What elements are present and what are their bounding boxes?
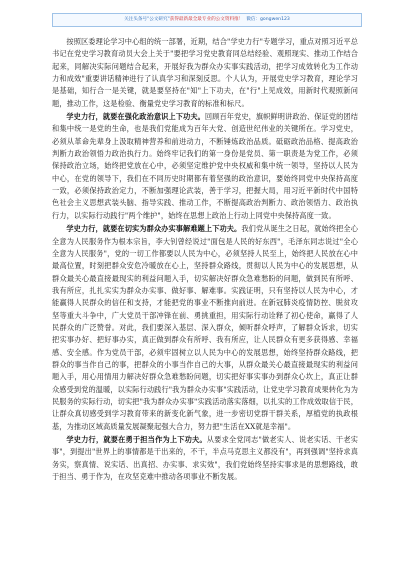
header-banner: [52, 13, 362, 27]
paragraph-serve-people: [52, 223, 358, 433]
paragraph-intro: [52, 36, 358, 110]
paragraph-take-responsibility: [52, 434, 358, 483]
paragraph-political-awareness: [52, 111, 358, 222]
paragraph-text: 回顾百年党史，旗帜鲜明讲政治、保证党的团结和集中统一是党的生命，也是我们党能成为百年大党、创造世纪伟业的关键所在。学习党史，必须从革命先辈身上汲取精神营养和前进动力，不断锤炼政治品质。砥砺政治品格、提高政治判断力政治领悟力政治执行力。始终牢记我们的第一身份是党员、第一职责是为党工作，必须保持政治立场，始终把党放在心中，必须坚定维护党中央权威和集中统一领导，坚持以人民为中心，在党的领导下，我们在不同历史时期都有着坚强的政治意识，要始终同党中央保持高度一致，必须保持政治定力，不断加强理论武装，善于学习，把握大局，用习近平新时代中国特色社会主义思想武装头脑、指导实践、推动工作，不断提高政治判断力、政治领悟力、政治执行力，以实际行动践行"两个维护"，始终在思想上政治上行动上同党中央保持高度一致。: [52, 112, 358, 220]
paragraph-lead: 学史力行，就要在勇于担当作为上下功夫。: [66, 435, 207, 444]
paragraph-lead: 学史力行，就要在切实为群众办实事解难题上下功夫。: [66, 224, 242, 234]
paragraph-text: 我们党从诞生之日起，就始终把全心全意为人民服务作为根本宗旨，李大钊曾经说过"面包是人民的好东西"，毛泽东同志说过"全心全意为人民服务"，党的一切工作都要以人民为中心，必须坚持人民至上，始终把人民放在心中最高位置，时刻把群众安危冷暖放在心上，坚持群众路线，贯彻以人民为中心的发展思想，从群众最关心最直接最现实的利益问题入手，切实解决好群众急难愁盼的问题，做到民有所呼、我有所应，扎扎实实为群众办实事、做好事、解难事。实践证明，只有坚持以人民为中心，才能赢得人民群众的信任和支持，才能把党的事业不断推向前进。在新冠肺炎疫情防控、脱贫攻坚等重大斗争中，广大党员干部冲锋在前、勇挑重担，用实际行动诠释了初心使命，赢得了人民群众的广泛赞誉。对此，我们要深入基层、深入群众，倾听群众呼声，了解群众诉求，切实把实事办好、把好事办实，真正做到群众有所呼、我有所应，让人民群众有更多获得感、幸福感、安全感。作为党员干部，必须牢固树立以人民为中心的发展思想，始终坚持群众路线，把群众的事当作自己的事，把群众的小事当作自己的大事，从群众最关心最直接最现实的利益问题入手，用心用情用力解决好群众急难愁盼问题，切实把好事实事办到群众心坎上，真正让群众感受到党的温暖，以实际行动践行"我为群众办实事"实践活动，让党史学习教育成果转化为为民服务的实际行动，切实把"我为群众办实事"实践活动落实落细，以扎实的工作成效取信于民，让群众真切感受到学习教育带来的新变化新气象，进一步密切党群干群关系，厚植党的执政根基，为推动区域高质量发展凝聚起强大合力，努力把"生活在XX就是幸福"。: [52, 224, 358, 431]
document-body: [52, 36, 358, 570]
banner-wechat-text: 微信：gongwen123: [246, 17, 290, 22]
banner-follow-text: 关注头条号"公文研究": [124, 17, 170, 22]
paragraph-lead: 学史力行，就要在强化政治意识上下功夫。: [66, 112, 205, 122]
banner-promo-text: 获得最新最全最专业的公文资料推！: [169, 17, 244, 22]
paragraph-text: 从要求全党同志"做老实人、说老实话、干老实事"，到提出"世界上的事情都是干出来的，不干，半点马克思主义都没有"，再到强调"坚持求真务实，察真情、说实话、出真招、办实事、求实效"，我们党始终坚持实事求是的思想路线，敢于担当、勇于作为，在攻坚克难中推动各项事业不断发展。: [52, 435, 358, 482]
paragraph-text: 按照区委理论学习中心组的统一部署，近期，结合"学史力行"专题学习，重点对照习近平总书记在党史学习教育动员大会上关于"要把学习党史教育同总结经验、观照现实、推动工作结合起来，同解决实际问题结合起来，开展好我为群众办实事实践活动，把学习成效转化为工作动力和成效"重要讲话精神进行了认真学习和深刻反思。个人认为，开展党史学习教育，理论学习是基础，知行合一是关键，就是要坚持在"知"上下功夫，在"行"上见成效，用新时代观照新问题，推动工作，这是检验、衡量党史学习教育的标准和标尺。: [52, 37, 358, 108]
